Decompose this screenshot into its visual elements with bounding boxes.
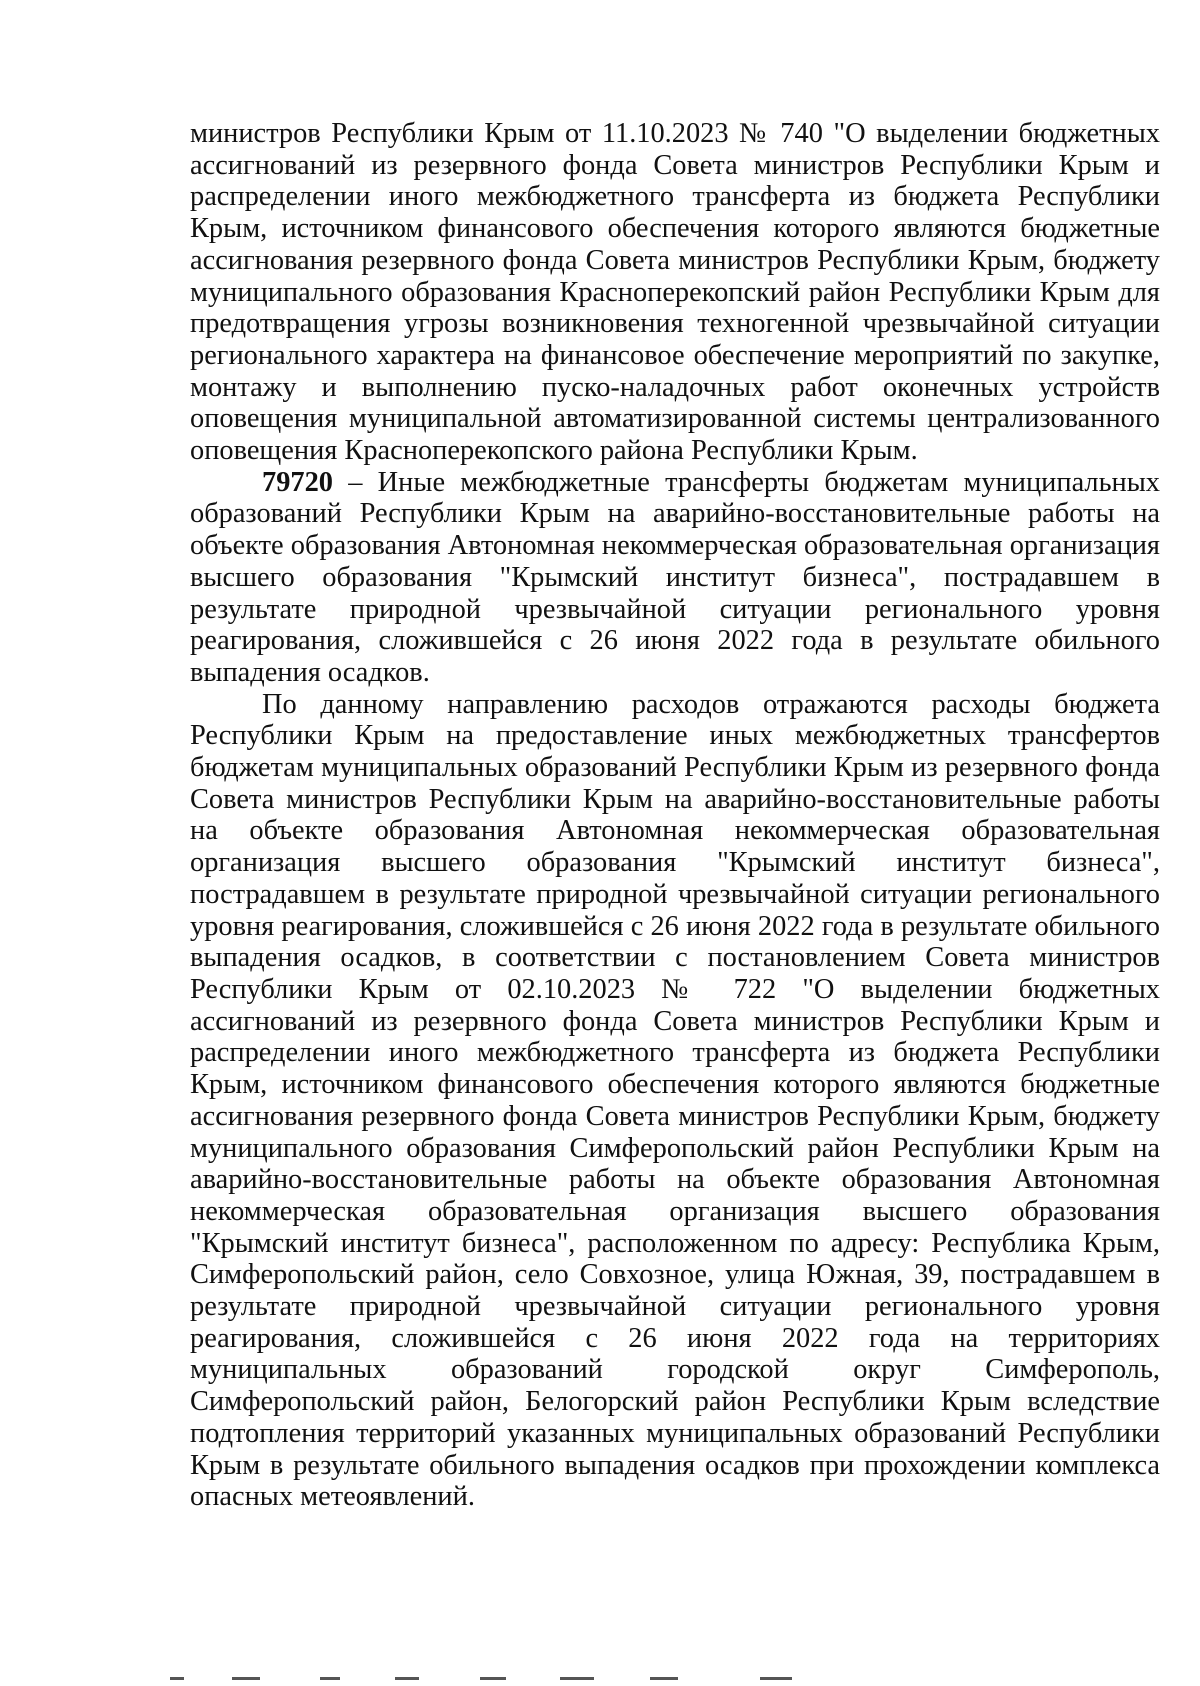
paragraph-text: По данному направлению расходов отражаются расходы бюджета Республики Крым на предоставление иных межбюджетных трансфертов бюджетам муниципальных образований Республики Крым из резервного фонда Совета министров Республики Крым на аварийно-восстановительные работы на объекте образования Автономная некоммерческая образовательная организация высшего образования "Крымский институт бизнеса", пострадавшем в результате природной чрезвычайной ситуации регионального уровня реагирования, сложившейся с 26 июня 2022 года в результате обильного выпадения осадков, в соответствии с постановлением Совета министров Республики Крым от 02.10.2023 № 722 "О выделении бюджетных ассигнований из резервного фонда Совета министров Республики Крым и распределении иного межбюджетного трансферта из бюджета Республики Крым, источником финансового обеспечения которого являются бюджетные ассигнования резервного фонда Совета министров Республики Крым, бюджету муниципального образования Симферопольский район Республики Крым на аварийно-восстановительные работы на объекте образования Автономная некоммерческая образовательная организация высшего образования "Крымский институт бизнеса", расположенном по адресу: Республика Крым, Симферопольский район, село Совхозное, улица Южная, 39, пострадавшем в результате природной чрезвычайной ситуации регионального уровня реагирования, сложившейся с 26 июня 2022 года на территориях муниципальных образований городской округ Симферополь, Симферопольский район, Белогорский район Республики Крым вследствие подтопления территорий указанных муниципальных образований Республики Крым в результате обильного выпадения осадков при прохождении комплекса опасных метеоявлений. xyxy=(190,688,1160,1513)
paragraph-text: – Иные межбюджетные трансферты бюджетам муниципальных образований Республики Крым на аварийно-восстановительные работы на объекте образования Автономная некоммерческая образовательная организация высшего образования "Крымский институт бизнеса", пострадавшем в результате природной чрезвычайной ситуации регионального уровня реагирования, сложившейся с 26 июня 2022 года в результате обильного выпадения осадков. xyxy=(190,466,1160,688)
paragraph-text: министров Республики Крым от 11.10.2023 № 740 "О выделении бюджетных ассигнований из резервного фонда Совета министров Республики Крым и распределении иного межбюджетного трансферта из бюджета Республики Крым, источником финансового обеспечения которого являются бюджетные ассигнования резервного фонда Совета министров Республики Крым, бюджету муниципального образования Красноперекопский район Республики Крым для предотвращения угрозы возникновения техногенной чрезвычайной ситуации регионального характера на финансовое обеспечение мероприятий по закупке, монтажу и выполнению пуско-наладочных работ оконечных устройств оповещения муниципальной автоматизированной системы централизованного оповещения Красноперекопского района Республики Крым. xyxy=(190,118,1160,467)
page-bottom-scan-marks xyxy=(170,1677,880,1686)
document-page xyxy=(190,118,1160,1513)
expense-code: 79720 xyxy=(262,466,333,498)
paragraph-expense-description xyxy=(190,689,1160,1513)
paragraph-continuation xyxy=(190,118,1160,467)
paragraph-code-79720 xyxy=(190,467,1160,689)
